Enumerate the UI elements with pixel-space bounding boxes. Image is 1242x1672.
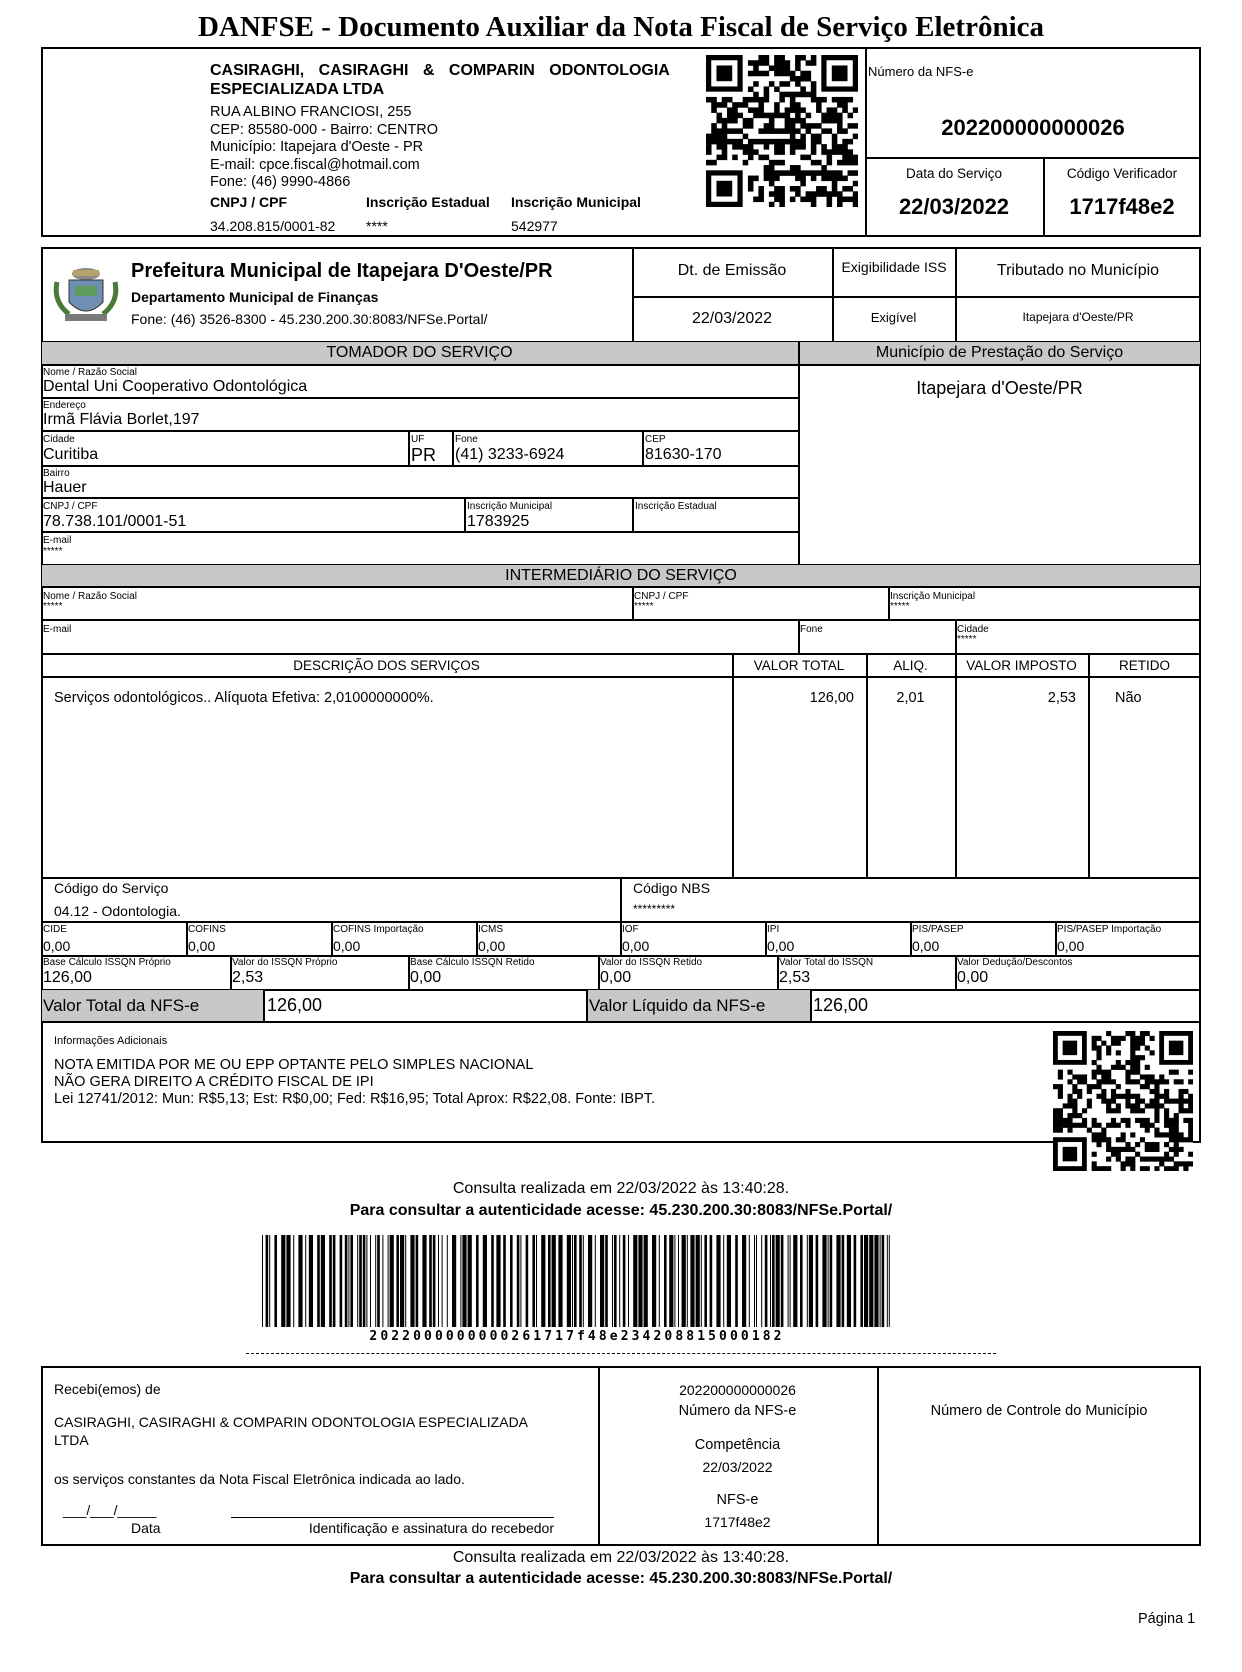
- issqn-value-3: 0,00: [600, 969, 632, 986]
- intermediario-header: INTERMEDIÁRIO DO SERVIÇO: [505, 567, 737, 584]
- tributo-value-1: 0,00: [188, 938, 216, 954]
- emissao-date: 22/03/2022: [691, 310, 773, 327]
- intermediario-nome: *****: [43, 601, 63, 612]
- info-line-3: Lei 12741/2012: Mun: R$5,13; Est: R$0,00; Fed: R$16,95; Total Aprox: R$22,08. Fonte: IBPT.: [54, 1091, 656, 1107]
- intermediario-im-label: Inscrição Municipal: [890, 591, 976, 602]
- info-text: [54, 1057, 655, 1108]
- prefeitura-title: Prefeitura Municipal de Itapejara D'Oeste/PR: [131, 260, 553, 282]
- servico-aliquota: 2,01: [896, 690, 925, 706]
- issqn-label-3: Valor do ISSQN Retido: [600, 957, 703, 968]
- prestador-im-label: Inscrição Municipal: [511, 194, 641, 210]
- issqn-label-0: Base Cálculo ISSQN Próprio: [43, 957, 171, 968]
- consulta-line: Consulta realizada em 22/03/2022 às 13:40:28.: [452, 1180, 790, 1197]
- cut-line: [246, 1353, 996, 1354]
- tomador-im: 1783925: [467, 513, 530, 530]
- prestador-ie: ****: [366, 218, 388, 234]
- servicos-imposto-header: VALOR IMPOSTO: [966, 658, 1077, 673]
- prestador-email: E-mail: cpce.fiscal@hotmail.com: [210, 156, 420, 173]
- intermediario-fone-label: Fone: [800, 624, 823, 635]
- prestador-cnpj: 34.208.815/0001-82: [210, 218, 336, 234]
- info-label: Informações Adicionais: [54, 1035, 168, 1047]
- recibo-data-label: Data: [131, 1520, 161, 1536]
- servico-descricao: Serviços odontológicos.. Alíquota Efetiva: 2,0100000000%.: [54, 690, 434, 706]
- servico-retido: Não: [1115, 690, 1142, 706]
- prestador-cep: CEP: 85580-000 - Bairro: CENTRO: [210, 121, 439, 138]
- recibo-controle-label: Número de Controle do Município: [930, 1403, 1148, 1419]
- tomador-cidade-label: Cidade: [43, 434, 75, 445]
- recibo-nfse-code: 1717f48e2: [704, 1514, 771, 1530]
- valor-liquido-label: Valor Líquido da NFS-e: [589, 996, 766, 1015]
- info-line-1: NOTA EMITIDA POR ME OU EPP OPTANTE PELO SIMPLES NACIONAL: [54, 1057, 534, 1073]
- tributo-value-3: 0,00: [478, 938, 506, 954]
- barcode: [262, 1235, 892, 1327]
- issqn-value-4: 2,53: [779, 969, 811, 986]
- tomador-bairro: Hauer: [43, 479, 87, 496]
- recibo-date-blank: ___/___/_____: [63, 1502, 157, 1518]
- intermediario-cnpj-label: CNPJ / CPF: [634, 591, 689, 602]
- tributo-label-7: PIS/PASEP Importação: [1057, 924, 1162, 935]
- tomador-fone-label: Fone: [455, 434, 478, 445]
- verification-code: 1717f48e2: [1069, 194, 1175, 219]
- tomador-cep-label: CEP: [645, 434, 666, 445]
- prestador-name: CASIRAGHI, CASIRAGHI & COMPARIN ODONTOLOGIA ESPECIALIZADA LTDA: [210, 62, 670, 98]
- intermediario-im: *****: [890, 601, 910, 612]
- municipio-prestacao-value: Itapejara d'Oeste/PR: [916, 378, 1083, 398]
- service-date-label: Data do Serviço: [905, 166, 1003, 181]
- issqn-label-5: Valor Dedução/Descontos: [957, 957, 1073, 968]
- info-line-2: NÃO GERA DIREITO A CRÉDITO FISCAL DE IPI: [54, 1074, 374, 1090]
- nfse-number: 202200000000026: [941, 115, 1125, 140]
- servico-valor-imposto: 2,53: [1047, 690, 1076, 706]
- tomador-email-label: E-mail: [43, 535, 72, 546]
- intermediario-cidade: *****: [957, 634, 977, 645]
- recibo-numero: 202200000000026: [679, 1382, 796, 1398]
- issqn-label-1: Valor do ISSQN Próprio: [232, 957, 338, 968]
- intermediario-cnpj: *****: [634, 601, 654, 612]
- issqn-label-4: Valor Total do ISSQN: [779, 957, 874, 968]
- tomador-cnpj: 78.738.101/0001-51: [43, 513, 187, 530]
- valor-liquido: 126,00: [813, 995, 869, 1015]
- tributo-value-0: 0,00: [43, 938, 71, 954]
- exigibilidade-label: Exigibilidade ISS: [841, 259, 947, 275]
- consulta-line-bottom: Consulta realizada em 22/03/2022 às 13:40:28.: [452, 1549, 790, 1566]
- valor-total: 126,00: [267, 995, 323, 1015]
- tributo-label-4: IOF: [622, 924, 639, 935]
- tomador-im-label: Inscrição Municipal: [467, 501, 553, 512]
- emissao-label: Dt. de Emissão: [677, 262, 787, 279]
- qr-code: [706, 55, 858, 207]
- document-title: DANFSE - Documento Auxiliar da Nota Fiscal de Serviço Eletrônica: [197, 11, 1045, 43]
- intermediario-cidade-label: Cidade: [957, 624, 989, 635]
- municipio-prestacao-header: Município de Prestação do Serviço: [875, 344, 1124, 361]
- prestador-municipio: Município: Itapejara d'Oeste - PR: [210, 139, 424, 155]
- tomador-uf: PR: [411, 445, 437, 465]
- nfse-number-label: Número da NFS-e: [868, 64, 974, 79]
- recibo-competencia-label: Competência: [694, 1437, 781, 1453]
- recibo-nfse-label: NFS-e: [716, 1492, 759, 1508]
- servicos-retido-header: RETIDO: [1118, 658, 1170, 673]
- prestador-im: 542977: [511, 218, 558, 234]
- recibo-assinatura-label: Identificação e assinatura do recebedor: [308, 1520, 554, 1536]
- tributo-label-5: IPI: [767, 924, 780, 935]
- signature-line: [231, 1517, 554, 1518]
- tomador-endereco-label: Endereço: [43, 400, 86, 411]
- tomador-uf-label: UF: [411, 434, 425, 445]
- valor-total-label: Valor Total da NFS-e: [43, 996, 200, 1015]
- tributo-label-3: ICMS: [478, 924, 503, 935]
- servicos-total-header: VALOR TOTAL: [753, 658, 845, 673]
- tributo-label-6: PIS/PASEP: [912, 924, 964, 935]
- tomador-nome-label: Nome / Razão Social: [43, 367, 137, 378]
- tomador-header: TOMADOR DO SERVIÇO: [326, 344, 513, 361]
- issqn-value-0: 126,00: [43, 969, 92, 986]
- codigo-nbs: *********: [633, 902, 676, 916]
- tomador-cnpj-label: CNPJ / CPF: [43, 501, 98, 512]
- issqn-label-2: Base Cálculo ISSQN Retido: [410, 957, 535, 968]
- info-qr-code: [1053, 1031, 1193, 1171]
- tributo-value-5: 0,00: [767, 938, 795, 954]
- codigo-nbs-label: Código NBS: [633, 880, 711, 896]
- page-number: Página 1: [1138, 1611, 1196, 1627]
- tributo-label-0: CIDE: [43, 924, 67, 935]
- prefeitura-dept: Departamento Municipal de Finanças: [131, 289, 379, 305]
- prefeitura-fone: Fone: (46) 3526-8300 - 45.230.200.30:8083/NFSe.Portal/: [131, 311, 488, 327]
- issqn-value-2: 0,00: [410, 969, 442, 986]
- consulta-url-bottom: Para consultar a autenticidade acesse: 45.230.200.30:8083/NFSe.Portal/: [349, 1570, 893, 1587]
- tomador-bairro-label: Bairro: [43, 468, 70, 479]
- tomador-nome: Dental Uni Cooperativo Odontológica: [43, 378, 308, 395]
- recibo-empresa: CASIRAGHI, CASIRAGHI & COMPARIN ODONTOLOGIA ESPECIALIZADA LTDA: [54, 1414, 529, 1448]
- exigibilidade-value: Exigível: [870, 310, 917, 325]
- tomador-endereco: Irmã Flávia Borlet,197: [43, 411, 200, 428]
- tomador-cidade: Curitiba: [43, 446, 99, 463]
- codigo-servico-label: Código do Serviço: [54, 880, 169, 896]
- recibo-recebi: Recebi(emos) de: [54, 1381, 161, 1397]
- prestador-address: RUA ALBINO FRANCIOSI, 255: [210, 104, 412, 120]
- issqn-value-1: 2,53: [232, 969, 264, 986]
- prestador-fone: Fone: (46) 9990-4866: [210, 174, 351, 190]
- prestador-cnpj-label: CNPJ / CPF: [210, 194, 288, 210]
- verification-code-label: Código Verificador: [1066, 166, 1178, 181]
- tributo-value-6: 0,00: [912, 938, 940, 954]
- tomador-ie-label: Inscrição Estadual: [635, 501, 717, 512]
- servico-valor-total: 126,00: [809, 690, 854, 706]
- recibo-numero-label: Número da NFS-e: [678, 1403, 797, 1419]
- tributacao-value: Itapejara d'Oeste/PR: [1022, 310, 1134, 324]
- servicos-desc-header: DESCRIÇÃO DOS SERVIÇOS: [293, 658, 480, 673]
- tomador-fone: (41) 3233-6924: [455, 446, 565, 463]
- tributo-value-2: 0,00: [333, 938, 361, 954]
- recibo-competencia: 22/03/2022: [702, 1459, 773, 1475]
- service-date: 22/03/2022: [898, 194, 1010, 219]
- consulta-url: Para consultar a autenticidade acesse: 45.230.200.30:8083/NFSe.Portal/: [349, 1202, 893, 1219]
- tomador-email: *****: [43, 546, 63, 557]
- tributacao-label: Tributado no Município: [996, 262, 1160, 279]
- intermediario-email-label: E-mail: [43, 624, 72, 635]
- municipal-coat-of-arms: [51, 262, 121, 326]
- tributo-label-2: COFINS Importação: [333, 924, 424, 935]
- prestador-ie-label: Inscrição Estadual: [366, 194, 490, 210]
- prestador-address-block: [210, 104, 438, 192]
- tomador-cep: 81630-170: [645, 446, 722, 463]
- tributo-label-1: COFINS: [188, 924, 226, 935]
- servicos-aliq-header: ALIQ.: [893, 658, 928, 673]
- issqn-value-5: 0,00: [957, 969, 989, 986]
- intermediario-nome-label: Nome / Razão Social: [43, 591, 137, 602]
- codigo-servico: 04.12 - Odontologia.: [54, 903, 181, 919]
- tributo-value-4: 0,00: [622, 938, 650, 954]
- barcode-text: 2022000000000261717f48e234208815000182: [369, 1329, 785, 1344]
- recibo-texto: os serviços constantes da Nota Fiscal Eletrônica indicada ao lado.: [54, 1471, 465, 1487]
- tributo-value-7: 0,00: [1057, 938, 1085, 954]
